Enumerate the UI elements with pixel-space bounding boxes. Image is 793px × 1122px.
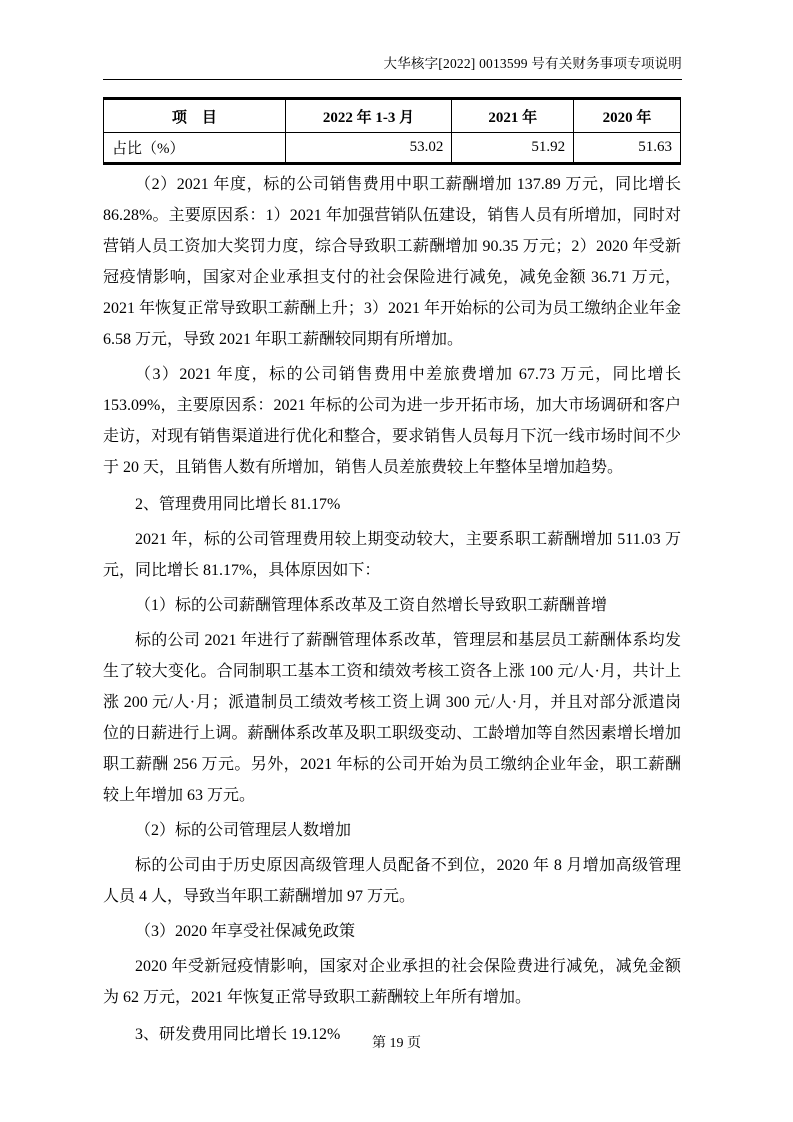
page-header (103, 0, 682, 80)
ratio-value-2021: 51.92 (452, 133, 574, 164)
paragraph-selling-expense-travel: （3）2021 年度，标的公司销售费用中差旅费增加 67.73 万元，同比增长 153.09%，主要原因系：2021 年标的公司为进一步开拓市场，加大市场调研和客户走访，对现有销售渠道进行优化和整合，要求销售人员每月下沉一线市场时间不少于 20 天，且销售人数有所增加，销售人员差旅费较上年整体呈增加趋势。 (103, 366, 681, 476)
ratio-value-2020: 51.63 (574, 133, 681, 164)
page-footer (0, 1032, 793, 1052)
section-heading-rd-expense: 3、研发费用同比增长 19.12% (135, 1026, 341, 1043)
page-number: 第 19 页 (372, 1036, 421, 1051)
subheading-salary-reform: （1）标的公司薪酬管理体系改革及工资自然增长导致职工薪酬普增 (135, 597, 608, 614)
paragraph-selling-expense-salary: （2）2021 年度，标的公司销售费用中职工薪酬增加 137.89 万元，同比增长 86.28%。主要原因系：1）2021 年加强营销队伍建设，销售人员有所增加，同时对营销人员工资加大奖罚力度，综合导致职工薪酬增加 90.35 万元；2）2020 年受新冠疫情影响，国家对企业承担支付的社会保险进行减免，减免金额 36.71 万元，2021 年恢复正常导致职工薪酬上升；3）2021 年开始标的公司为员工缴纳企业年金 6.58 万元，导致 2021 年职工薪酬较同期有所增加。 (103, 176, 681, 348)
ratio-value-2022q1: 53.02 (285, 133, 452, 164)
subheading-management-headcount: （2）标的公司管理层人数增加 (135, 822, 352, 839)
row-label-ratio: 占比（%） (104, 133, 286, 164)
doc-reference-title: 大华核字[2022] 0013599 号有关财务事项专项说明 (383, 56, 682, 71)
column-header-2022q1: 2022 年 1-3 月 (285, 99, 452, 133)
column-header-2020: 2020 年 (574, 99, 681, 133)
table-header-row (104, 99, 681, 133)
paragraph-social-security-relief-detail: 2020 年受新冠疫情影响，国家对企业承担的社会保险费进行减免，减免金额为 62 万元，2021 年恢复正常导致职工薪酬较上年所有增加。 (103, 958, 681, 1006)
subheading-social-security-relief: （3）2020 年享受社保减免政策 (135, 923, 356, 940)
ratio-table (103, 97, 681, 165)
column-header-2021: 2021 年 (452, 99, 574, 133)
page-content (103, 97, 681, 1050)
paragraph-salary-reform-detail: 标的公司 2021 年进行了薪酬管理体系改革，管理层和基层员工薪酬体系均发生了较大变化。合同制职工基本工资和绩效考核工资各上涨 100 元/人·月，共计上涨 200 元/人·月；派遣制员工绩效考核工资上调 300 元/人·月，并且对部分派遣岗位的日薪进行上调。薪酬体系改革及职工职级变动、工龄增加等自然因素增长增加职工薪酬 256 万元。另外，2021 年标的公司开始为员工缴纳企业年金，职工薪酬较上年增加 63 万元。 (103, 632, 681, 804)
section-heading-admin-expense: 2、管理费用同比增长 81.17% (135, 496, 341, 513)
paragraph-management-headcount-detail: 标的公司由于历史原因高级管理人员配备不到位，2020 年 8 月增加高级管理人员 4 人，导致当年职工薪酬增加 97 万元。 (103, 857, 681, 905)
column-header-item: 项 目 (104, 99, 286, 133)
table-row (104, 133, 681, 164)
paragraph-admin-expense-overview: 2021 年，标的公司管理费用较上期变动较大，主要系职工薪酬增加 511.03 万元，同比增长 81.17%，具体原因如下： (103, 531, 681, 579)
